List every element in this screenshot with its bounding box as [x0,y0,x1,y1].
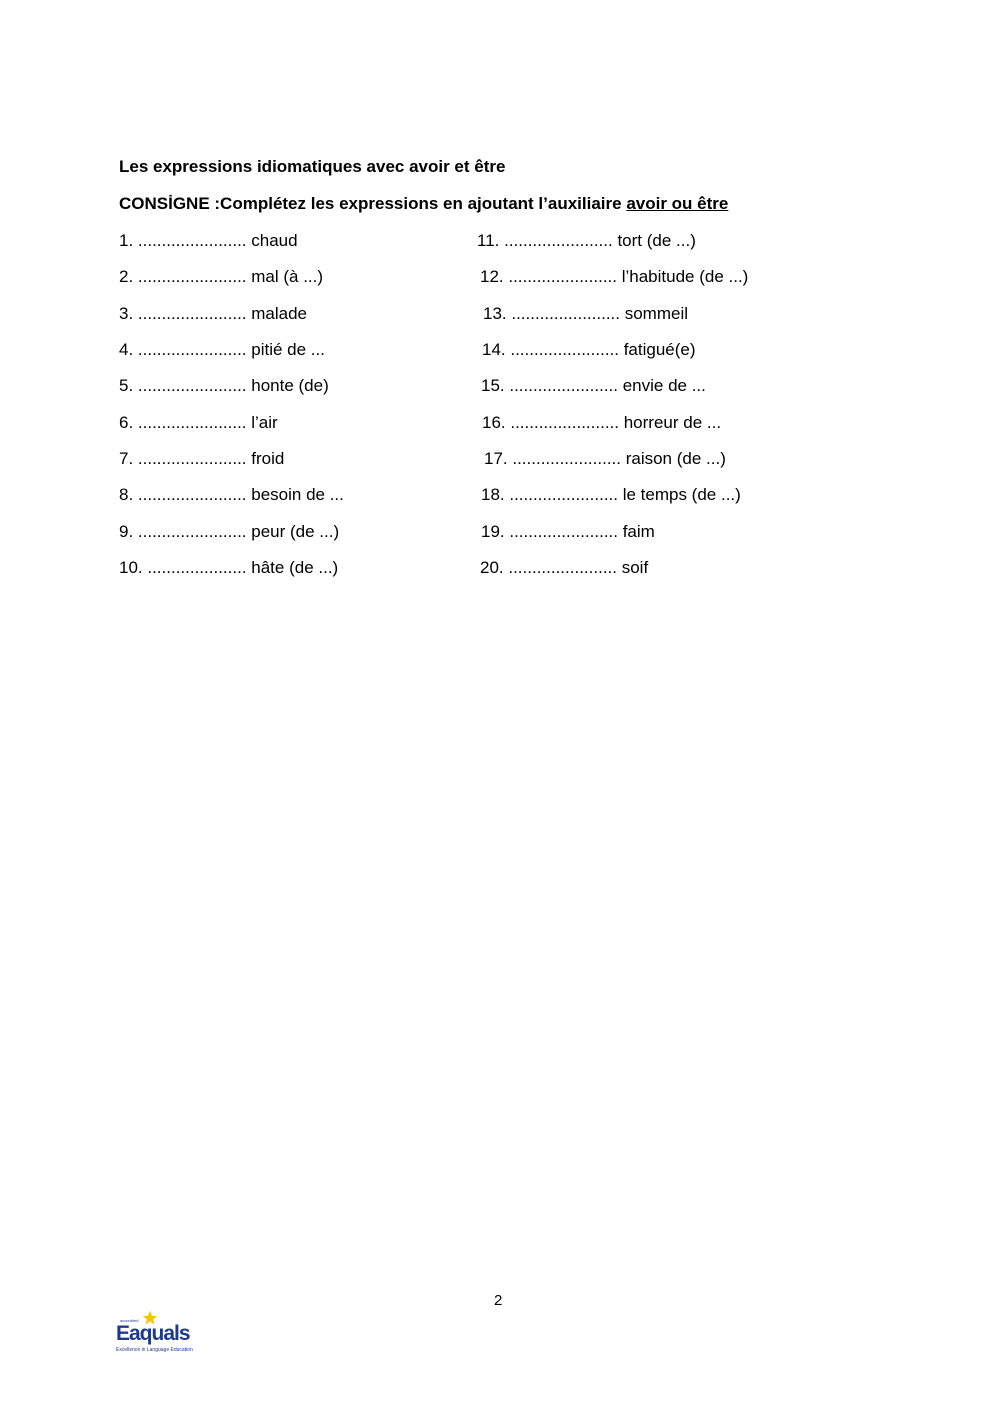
exercise-item: 1. ....................... chaud [119,231,298,250]
logo-top-text: accredited [120,1318,139,1323]
exercise-item: 8. ....................... besoin de ... [119,485,344,504]
exercise-item: 20. ....................... soif [480,558,649,577]
page-title: Les expressions idiomatiques avec avoir et être [119,157,506,176]
exercise-item: 11. ....................... tort (de ...) [477,231,696,250]
exercise-item: 15. ....................... envie de ... [481,376,706,395]
exercise-item: 17. ....................... raison (de ...) [484,449,726,468]
exercise-item: 4. ....................... pitié de ... [119,340,325,359]
exercise-item: 6. ....................... l’air [119,413,278,432]
instruction-lead: CONSİGNE :Complétez les expressions en ajoutant l’auxiliaire [119,194,627,213]
exercise-item: 10. ..................... hâte (de ...) [119,558,339,577]
exercise-item: 19. ....................... faim [481,522,655,541]
eaquals-logo [112,1310,193,1358]
exercise-item: 7. ....................... froid [119,449,285,468]
exercise-item: 9. ....................... peur (de ...) [119,522,340,541]
logo-tagline: Excellence in Language Education [116,1347,193,1353]
instruction [119,194,728,214]
logo-wordmark: Eaquals [116,1322,190,1345]
exercise-item: 3. ....................... malade [119,304,308,323]
exercise-item: 14. ....................... fatigué(e) [482,340,696,359]
exercise-item: 18. ....................... le temps (de ...) [481,485,741,504]
instruction-emphasis: avoir ou être [626,194,729,213]
exercise-item: 16. ....................... horreur de ... [482,413,722,432]
exercise-item: 12. ....................... l’habitude (de ...) [480,267,749,286]
exercise-item: 2. ....................... mal (à ...) [119,267,324,286]
page-number: 2 [494,1292,503,1309]
exercise-item: 5. ....................... honte (de) [119,376,329,395]
exercise-item: 13. ....................... sommeil [483,304,688,323]
